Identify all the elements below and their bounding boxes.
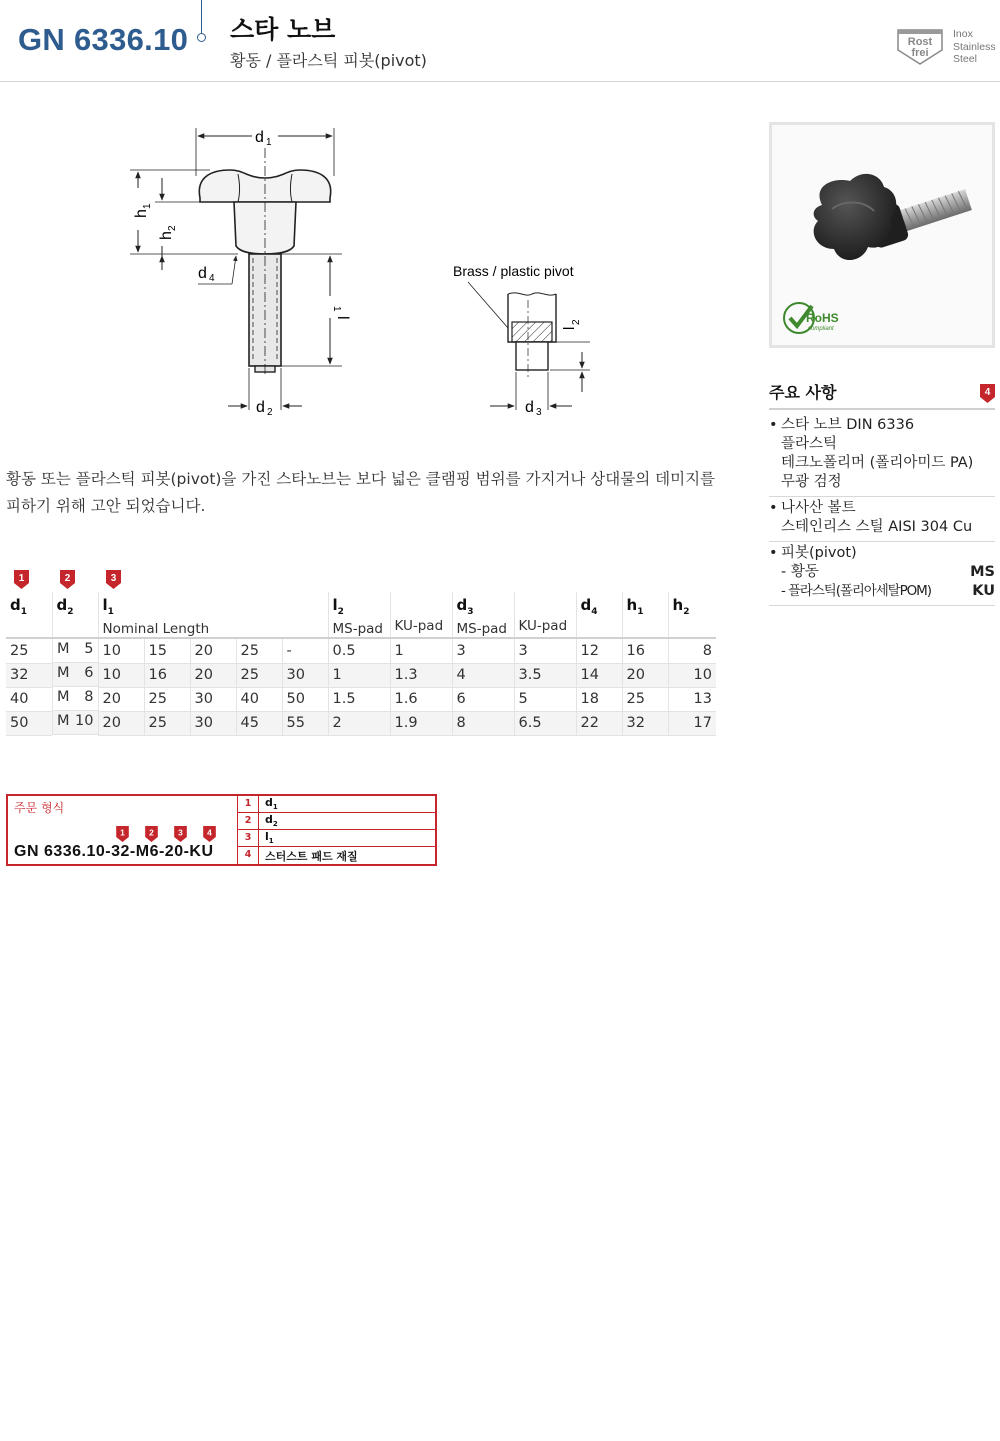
col-sublabel: MS-pad xyxy=(332,621,383,637)
cell-l1: - xyxy=(282,638,328,663)
cell-h2: 13 xyxy=(668,687,716,711)
cell-l1: 25 xyxy=(236,663,282,687)
feature-line: 테크노폴리머 (폴리아미드 PA) xyxy=(781,455,974,471)
cell-l1: 45 xyxy=(236,711,282,735)
header-divider-dot xyxy=(197,33,206,42)
label-h1-sub: 1 xyxy=(142,203,153,209)
cell-l1: 40 xyxy=(236,687,282,711)
legend-text xyxy=(259,796,278,811)
cell-d3-ku: 5 xyxy=(514,687,576,711)
cell-l1: 30 xyxy=(190,711,236,735)
option-tag: MS xyxy=(970,564,995,580)
cell-l2-ku: 1 xyxy=(390,638,452,663)
feature-item-pivot xyxy=(769,542,995,606)
cell-h1: 32 xyxy=(622,711,668,735)
cell-l1: 55 xyxy=(282,711,328,735)
label-d3: d xyxy=(525,399,534,416)
order-format-label: 주문 형식 xyxy=(14,801,65,815)
table-row xyxy=(6,663,716,687)
marker-text: 4 xyxy=(984,387,991,398)
features-heading: 주요 사항 xyxy=(769,383,837,402)
cell-d2-size: 5 xyxy=(84,641,94,657)
label-l2: l xyxy=(561,326,578,330)
col-label: d xyxy=(56,596,68,614)
option-tag: KU xyxy=(972,583,995,599)
legend-sub: 2 xyxy=(272,820,278,829)
knob-outline xyxy=(199,148,330,376)
order-marker-1-icon xyxy=(116,826,129,842)
cell-d1: 50 xyxy=(6,711,52,735)
label-h1: h xyxy=(133,209,150,218)
legend-text xyxy=(259,813,278,828)
label-h2: h xyxy=(158,231,175,240)
label-d4-sub: 4 xyxy=(209,273,215,284)
cell-l1: 10 xyxy=(98,638,144,663)
label-d4: d xyxy=(198,265,207,282)
col-label: l xyxy=(102,596,108,614)
cell-l2-ms: 1.5 xyxy=(328,687,390,711)
cell-h1: 16 xyxy=(622,638,668,663)
feature-line: • 나사산 볼트 xyxy=(781,500,856,516)
cell-h2: 8 xyxy=(668,638,716,663)
page-header xyxy=(0,0,1000,82)
legend-text: 스터스트 패드 재질 xyxy=(265,849,358,863)
marker-text: 1 xyxy=(18,573,25,584)
legend-num: 2 xyxy=(237,813,259,829)
col-label: d xyxy=(580,596,592,614)
cell-d1: 40 xyxy=(6,687,52,711)
marker-2-icon xyxy=(60,570,75,589)
legend-sub: 1 xyxy=(272,803,278,812)
cell-d3-ms: 3 xyxy=(452,638,514,663)
label-h2-sub: 2 xyxy=(167,225,178,231)
option-label: - 황동 xyxy=(781,564,819,580)
cell-d3-ms: 8 xyxy=(452,711,514,735)
feature-line: • 스타 노브 DIN 6336 xyxy=(781,417,915,433)
dim-l1 xyxy=(281,254,351,366)
table-markers xyxy=(6,570,716,592)
label-d1-sub: 1 xyxy=(266,137,272,148)
cell-d2 xyxy=(52,663,98,687)
rohs-text: RoHS xyxy=(806,311,839,325)
col-d3-ms: $d_3$ MS-pad xyxy=(452,592,514,638)
rohs-badge-icon xyxy=(782,300,844,336)
col-label: d xyxy=(456,596,468,614)
cell-d2 xyxy=(52,639,98,663)
order-format-box xyxy=(6,794,437,866)
cell-d4: 18 xyxy=(576,687,622,711)
col-label: l xyxy=(332,596,338,614)
cell-l1: 10 xyxy=(98,663,144,687)
cell-d2-size: 6 xyxy=(84,665,94,681)
cell-d2-size: 8 xyxy=(84,689,94,705)
cell-l2-ku: 1.3 xyxy=(390,663,452,687)
cell-d4: 14 xyxy=(576,663,622,687)
product-description: 황동 또는 플라스틱 피봇(pivot)을 가진 스타노브는 보다 넓은 클램핑 범위를 가지거나 상대물의 데미지를 피하기 위해 고안 되었습니다. xyxy=(6,470,716,515)
rohs-sub: compliant xyxy=(808,326,834,332)
order-marker-3-icon xyxy=(174,826,187,842)
col-label: h xyxy=(672,596,684,614)
col-d2: $d_2$ xyxy=(52,592,98,638)
marker-text: 2 xyxy=(64,573,71,584)
order-legend-row xyxy=(237,813,435,830)
cell-d1: 25 xyxy=(6,638,52,663)
legend-symbol: l xyxy=(265,830,269,844)
cell-d2-prefix: M xyxy=(57,641,70,657)
cell-l1: 50 xyxy=(282,687,328,711)
cell-d2-prefix: M xyxy=(57,665,70,681)
spec-table xyxy=(6,592,716,736)
cell-l1: 20 xyxy=(98,711,144,735)
technical-drawing xyxy=(120,118,600,428)
cell-d1: 32 xyxy=(6,663,52,687)
option-label: - 플라스틱(폴리아세탈POM) xyxy=(781,583,931,599)
col-sublabel: MS-pad xyxy=(456,621,507,637)
col-h1: $h_1$ xyxy=(622,592,668,638)
feature-line: 무광 검정 xyxy=(781,474,842,490)
order-legend-row xyxy=(237,830,435,847)
pivot-option-brass xyxy=(781,563,995,582)
col-d3-ku xyxy=(514,592,576,638)
cell-h1: 20 xyxy=(622,663,668,687)
pivot-option-plastic xyxy=(781,582,995,601)
cell-l1: 16 xyxy=(144,663,190,687)
cell-h2: 17 xyxy=(668,711,716,735)
legend-text xyxy=(259,830,274,845)
cell-l2-ms: 0.5 xyxy=(328,638,390,663)
page-title: 스타 노브 xyxy=(230,15,336,44)
cell-l2-ms: 2 xyxy=(328,711,390,735)
cell-h2: 10 xyxy=(668,663,716,687)
col-sublabel: KU-pad xyxy=(518,618,568,634)
cell-l2-ku: 1.6 xyxy=(390,687,452,711)
cell-d2-prefix: M xyxy=(57,689,70,705)
legend-sub: 1 xyxy=(268,837,274,846)
legend-num: 3 xyxy=(237,830,259,846)
cell-d3-ku: 3.5 xyxy=(514,663,576,687)
cell-d3-ms: 6 xyxy=(452,687,514,711)
cell-l1: 20 xyxy=(190,663,236,687)
label-l1-sub: 1 xyxy=(331,306,342,312)
badge-text-1: Rost xyxy=(907,36,933,48)
features-list xyxy=(769,414,995,606)
label-l2-sub: 2 xyxy=(571,319,582,325)
marker-text: 4 xyxy=(207,827,212,838)
product-photo xyxy=(769,122,995,348)
cell-l2-ku: 1.9 xyxy=(390,711,452,735)
inox-line: Inox xyxy=(953,28,973,40)
marker-text: 3 xyxy=(110,573,117,584)
col-l2-ku xyxy=(390,592,452,638)
cell-l1: 30 xyxy=(190,687,236,711)
badge-text-2: frei xyxy=(911,47,929,59)
table-row xyxy=(6,711,716,735)
cell-d4: 22 xyxy=(576,711,622,735)
label-l1: l xyxy=(334,316,351,320)
pivot-label: Brass / plastic pivot xyxy=(453,263,574,279)
label-d2-sub: 2 xyxy=(267,407,273,418)
header-divider-line xyxy=(201,0,202,34)
order-legend xyxy=(237,796,435,864)
col-d4: $d_4$ xyxy=(576,592,622,638)
marker-1-icon xyxy=(14,570,29,589)
marker-3-icon xyxy=(106,570,121,589)
feature-line: 플라스틱 xyxy=(781,436,838,452)
col-label: h xyxy=(626,596,638,614)
page-subtitle: 황동 / 플라스틱 피봇(pivot) xyxy=(230,51,427,70)
cell-l1: 20 xyxy=(190,638,236,663)
col-h2: $h_2$ xyxy=(668,592,716,638)
cell-d3-ku: 3 xyxy=(514,638,576,663)
pivot-detail xyxy=(453,263,590,418)
cell-d3-ms: 4 xyxy=(452,663,514,687)
rostfrei-shield-icon xyxy=(896,28,944,66)
col-l1: $l_1$ Nominal Length xyxy=(98,592,328,638)
dim-d2 xyxy=(228,368,302,418)
feature-line: 스테인리스 스틸 AISI 304 Cu xyxy=(781,519,973,535)
inox-line: Stainless xyxy=(953,40,996,53)
legend-num: 4 xyxy=(237,847,259,864)
legend-symbol: d xyxy=(265,796,273,810)
order-legend-row xyxy=(237,796,435,813)
marker-text: 2 xyxy=(149,827,154,838)
col-sublabel: Nominal Length xyxy=(102,621,210,637)
inox-label xyxy=(953,28,996,66)
table-row xyxy=(6,687,716,711)
cell-l1: 15 xyxy=(144,638,190,663)
table-header-row xyxy=(6,592,716,638)
feature-item-bolt xyxy=(769,497,995,542)
legend-num: 1 xyxy=(237,796,259,812)
table-row xyxy=(6,638,716,663)
legend-symbol: d xyxy=(265,813,273,827)
cell-l1: 30 xyxy=(282,663,328,687)
marker-4-icon xyxy=(980,384,995,403)
cell-l1: 25 xyxy=(236,638,282,663)
cell-l1: 20 xyxy=(98,687,144,711)
label-d1: d xyxy=(255,129,264,146)
order-marker-2-icon xyxy=(145,826,158,842)
label-d2: d xyxy=(256,399,265,416)
col-sublabel: KU-pad xyxy=(394,618,444,634)
cell-d3-ku: 6.5 xyxy=(514,711,576,735)
marker-text: 3 xyxy=(178,827,183,838)
dimension-table xyxy=(6,570,716,736)
feature-line: • 피봇(pivot) xyxy=(781,545,857,561)
col-d1: $d_1$ xyxy=(6,592,52,638)
cell-l2-ms: 1 xyxy=(328,663,390,687)
cell-d4: 12 xyxy=(576,638,622,663)
table-body xyxy=(6,638,716,735)
cell-d2-size: 10 xyxy=(75,713,94,729)
inox-line: Steel xyxy=(953,53,977,65)
marker-text: 1 xyxy=(120,827,125,838)
order-marker-4-icon xyxy=(203,826,216,842)
cell-h1: 25 xyxy=(622,687,668,711)
col-l2-ms: $l_2$ MS-pad xyxy=(328,592,390,638)
label-d3-sub: 3 xyxy=(536,407,542,418)
cell-d2 xyxy=(52,711,98,735)
cell-l1: 25 xyxy=(144,711,190,735)
product-code: GN 6336.10 xyxy=(18,22,189,57)
order-code: GN 6336.10-32-M6-20-KU xyxy=(14,843,214,860)
features-heading-bar xyxy=(769,378,995,410)
dim-d4 xyxy=(198,256,236,284)
order-legend-row xyxy=(237,847,435,864)
cell-d2-prefix: M xyxy=(57,713,70,729)
cell-l1: 25 xyxy=(144,687,190,711)
feature-item-knob xyxy=(769,414,995,497)
col-label: d xyxy=(10,596,21,614)
cell-d2 xyxy=(52,687,98,711)
